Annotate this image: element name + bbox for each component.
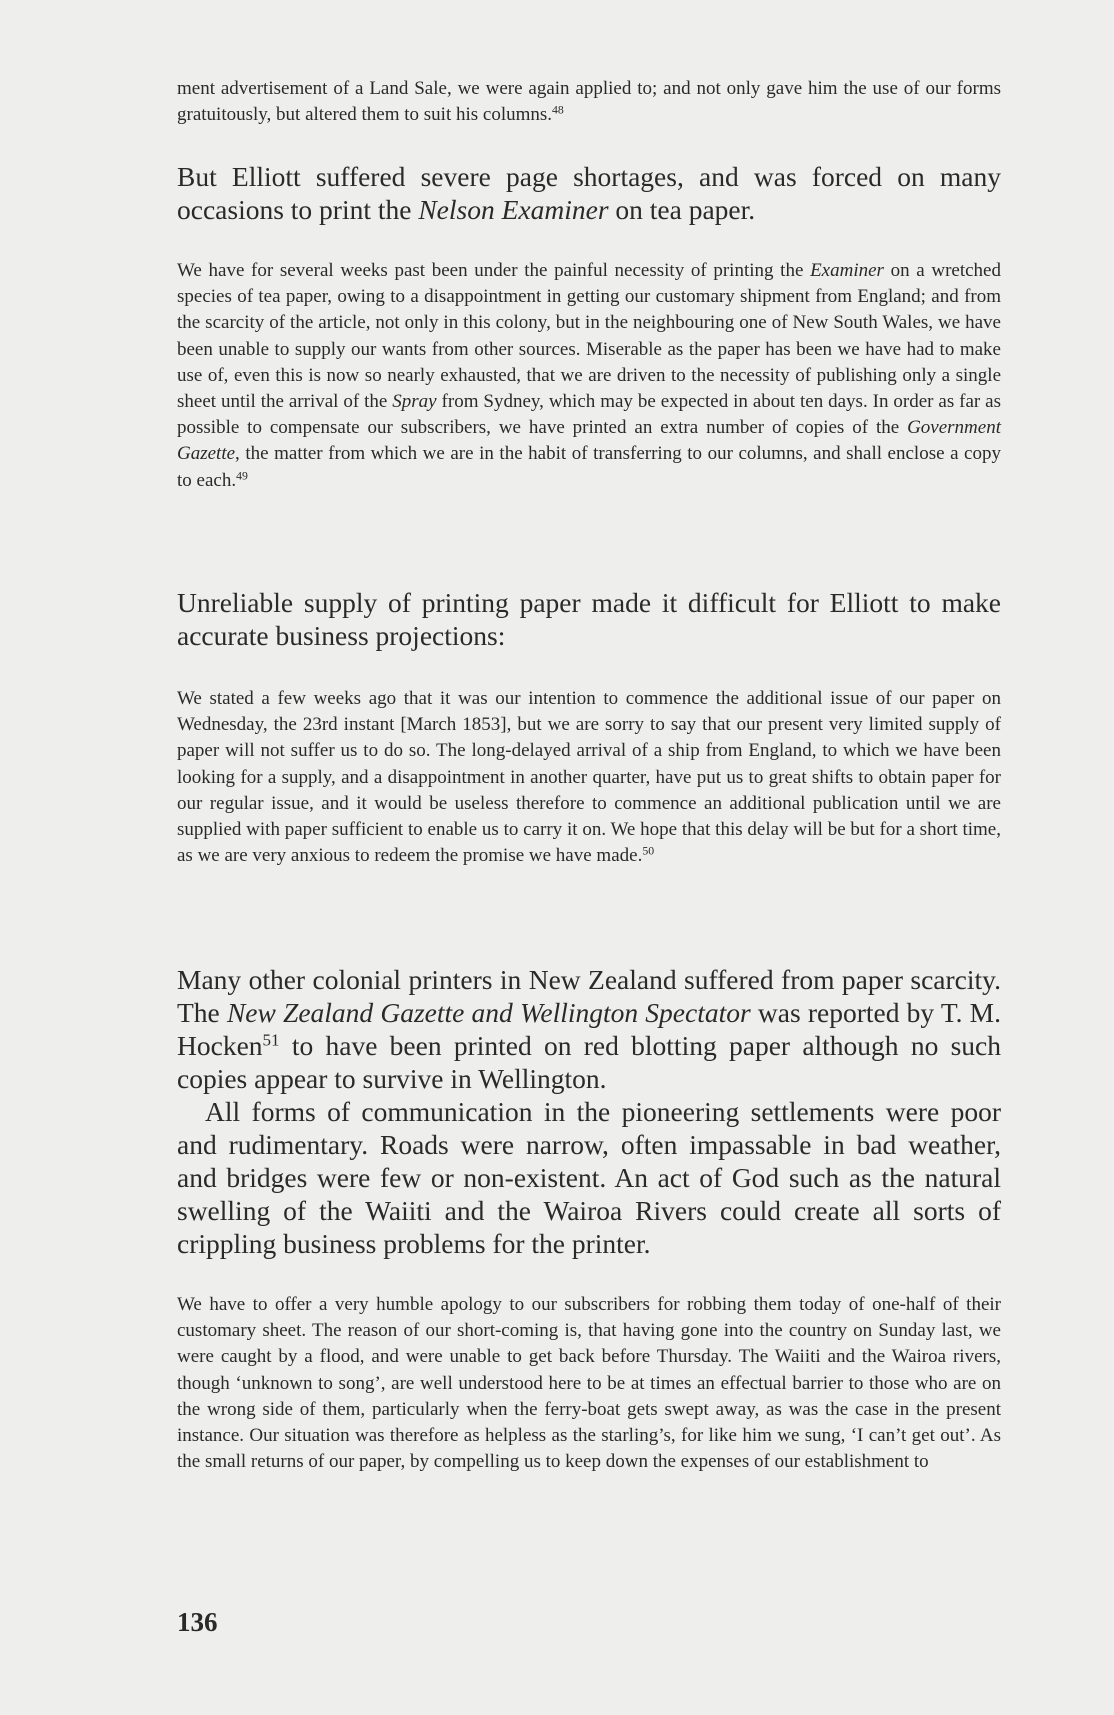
footnote-ref-50: 50 [642, 844, 655, 858]
paragraph-communication: All forms of communication in the pioneering settlements were poor and rudimentary. Roads were narrow, often impassable in bad weather, and bridges were few or non-existent. An act of God such as the natural swelling of the Waiiti and the Wairoa Rivers could create all sorts of crippling business problems for the printer. [177, 1096, 1001, 1259]
title-examiner: Examiner [810, 260, 884, 281]
quote-additional-issue: We stated a few weeks ago that it was our intention to commence the additional issue of our paper on Wednesday, the 23rd instant [March 1853], but we are sorry to say that our present very limited supply of paper will not suffer us to do so. The long-delayed arrival of a ship from England, to which we have been looking for a supply, and a disappointment in another quarter, have put us to great shifts to obtain paper for our regular issue, and it would be useless therefore to commence an additional publication until we are supplied with paper sufficient to enable us to carry it on. We hope that this delay will be but for a short time, as we are very anxious to redeem the promise we have made.$^{50}$ [177, 688, 1001, 867]
paragraph-unreliable-supply: Unreliable supply of printing paper made it difficult for Elliott to make accurate business projections: [177, 587, 1001, 651]
quote-flood-apology: We have to offer a very humble apology to our subscribers for robbing them today of one-half of their customary sheet. The reason of our short-coming is, that having gone into the country on Sunday last, we were caught by a flood, and were unable to get back before Thursday. The Waiiti and the Wairoa rivers, though ‘unknown to song’, are well understood here to be at times an effectual barrier to those who are on the wrong side of them, particularly when the ferry-boat gets swept away, as was the case in the present instance. Our situation was therefore as helpless as the starling’s, for like him we sung, ‘I can’t get out’. As the small returns of our paper, by compelling us to keep down the expenses of our establishment to [177, 1294, 1001, 1473]
paragraph-page-shortages: But Elliott suffered severe page shortages, and was forced on many occasions to print the Nelson Examiner on tea paper. [177, 161, 1001, 225]
footnote-ref-49: 49 [236, 469, 248, 483]
ship-name-spray: Spray [392, 391, 437, 413]
page-number: 136 [177, 1607, 218, 1637]
footnote-ref-48: 48 [552, 103, 564, 117]
footnote-ref-51: 51 [262, 1030, 280, 1050]
title-nelson-examiner: Nelson Examiner [418, 194, 609, 225]
title-government-gazette: Government Gazette [177, 417, 1001, 465]
paragraph-paper-scarcity: Many other colonial printers in New Zealand suffered from paper scarcity. The New Zealand Gazette and Wellington Spectator was reported by T. M. Hocken$^{51}$ to have been printed on red blotting paper although no such copies appear to survive in Wellington. [177, 964, 1001, 1094]
title-nz-gazette: New Zealand Gazette and Wellington Spectator [226, 997, 751, 1028]
quote-land-sale: ment advertisement of a Land Sale, we were again applied to; and not only gave him the use of our forms gratuitously, but altered them to suit his columns.$^{48}$ [177, 78, 1001, 126]
quote-tea-paper: We have for several weeks past been under the painful necessity of printing the Examiner on a wretched species of tea paper, owing to a disappointment in getting our customary shipment from England; and from the scarcity of the article, not only in this colony, but in the neighbouring one of New South Wales, we have been unable to supply our wants from other sources. Miserable as the paper has been we have had to make use of, even this is now so nearly exhausted, that we are driven to the necessity of publishing only a single sheet until the arrival of the Spray from Sydney, which may be expected in about ten days. In order as far as possible to compensate our subscribers, we have printed an extra number of copies of the Government Gazette, the matter from which we are in the habit of transferring to our columns, and shall enclose a copy to each.$^{49}$ [177, 260, 1001, 491]
